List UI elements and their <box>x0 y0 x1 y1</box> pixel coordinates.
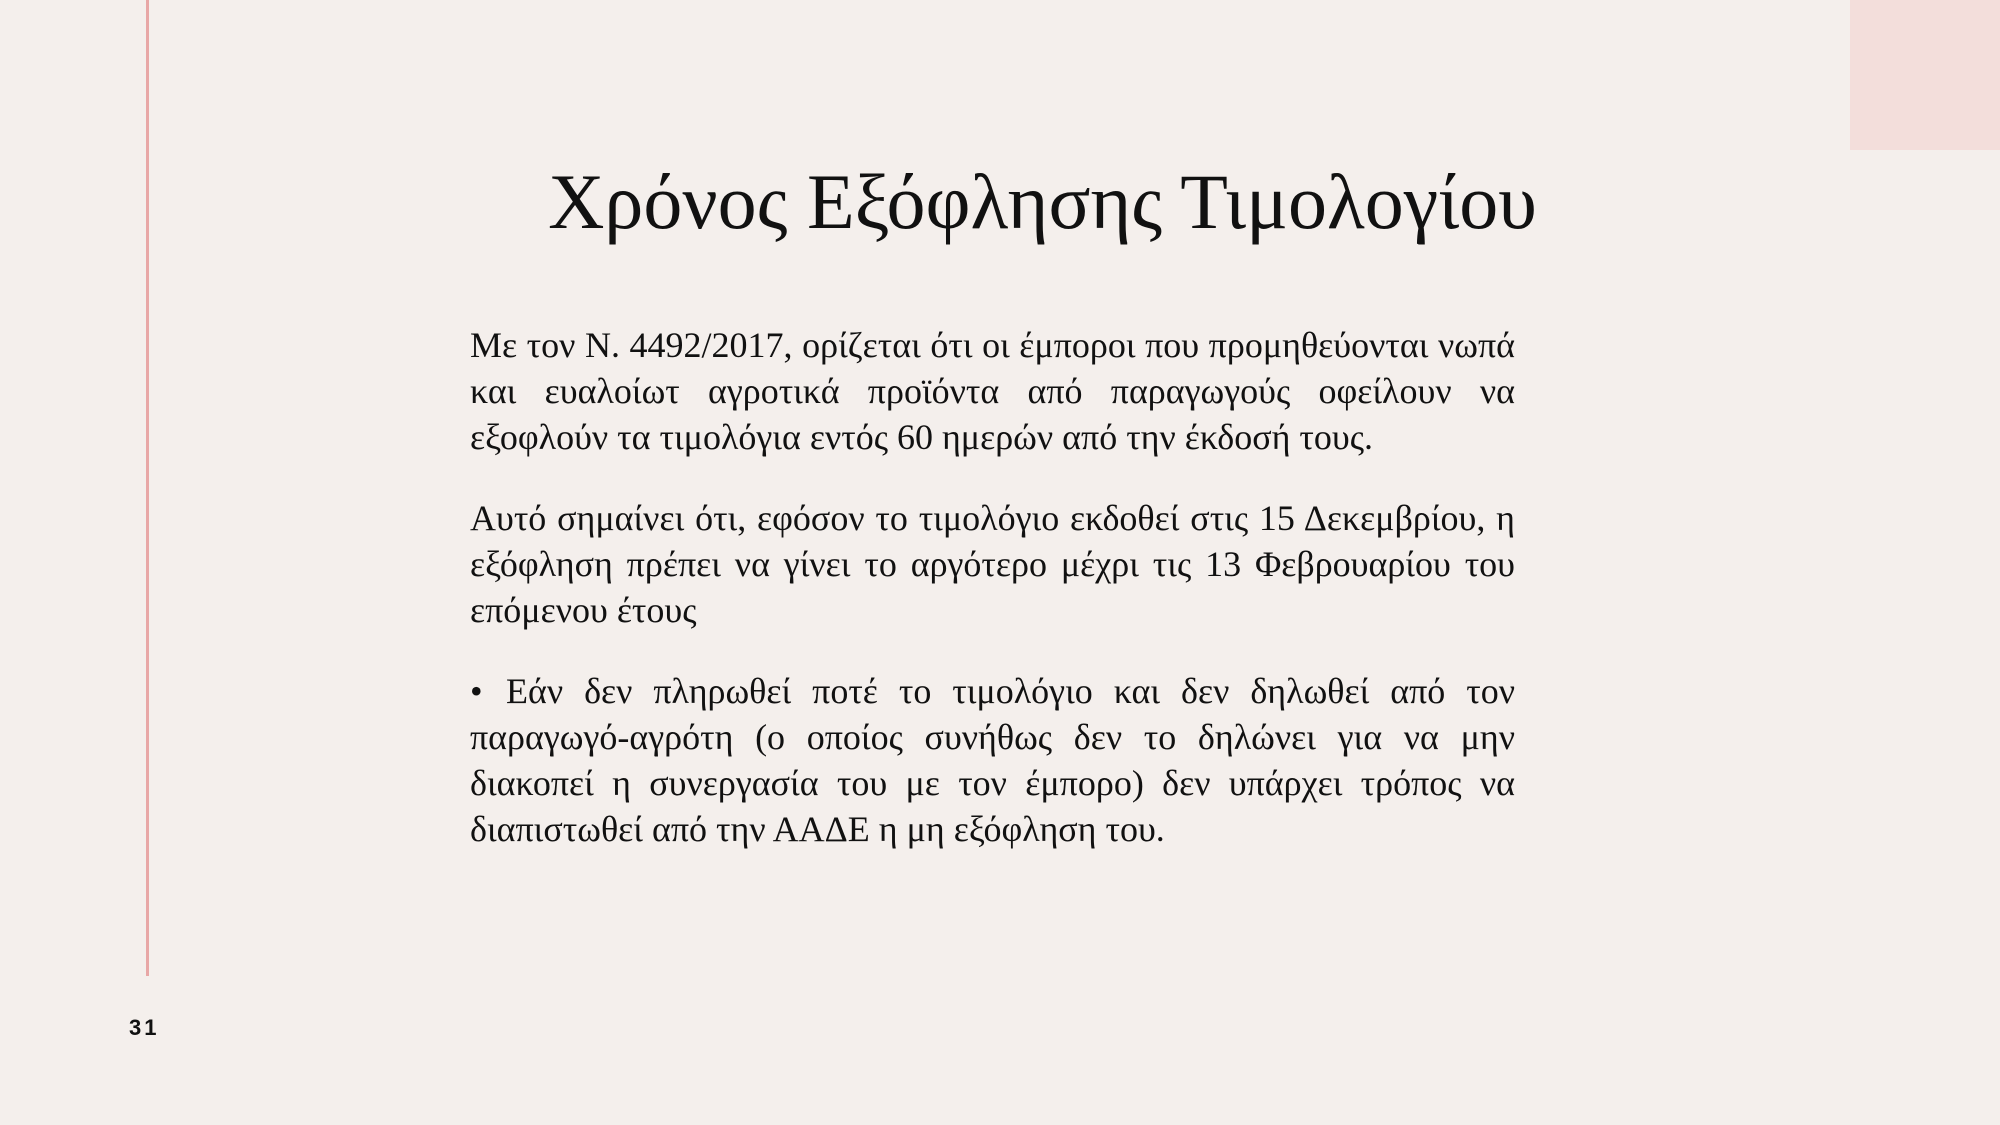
page-number: 31 <box>129 1015 160 1040</box>
slide-body <box>470 322 1515 887</box>
left-accent-rule <box>146 0 149 976</box>
bullet-marker: • <box>470 671 483 711</box>
corner-accent-block <box>1850 0 2000 150</box>
bullet-text: Εάν δεν πληρωθεί ποτέ το τιμολόγιο και δεν δηλωθεί από τον παραγωγό-αγρότη (ο οποίος συνήθως δεν το δηλώνει για να μην διακοπεί η συνεργασία του με τον έμπορο) δεν υπάρχει τρόπος να διαπιστωθεί από την ΑΑΔΕ η μη εξόφληση του. <box>470 671 1515 849</box>
bullet-item <box>470 668 1515 852</box>
slide-title: Χρόνος Εξόφλησης Τιμολογίου <box>548 158 1537 245</box>
body-paragraph-1: Με τον Ν. 4492/2017, ορίζεται ότι οι έμποροι που προμηθεύονται νωπά και ευαλοίωτ αγροτικά προϊόντα από παραγωγούς οφείλουν να εξοφλούν τα τιμολόγια εντός 60 ημερών από την έκδοσή τους. <box>470 325 1515 457</box>
body-paragraph-2: Αυτό σημαίνει ότι, εφόσον το τιμολόγιο εκδοθεί στις 15 Δεκεμβρίου, η εξόφληση πρέπει να γίνει το αργότερο μέχρι τις 13 Φεβρουαρίου του επόμενου έτους <box>470 498 1515 630</box>
